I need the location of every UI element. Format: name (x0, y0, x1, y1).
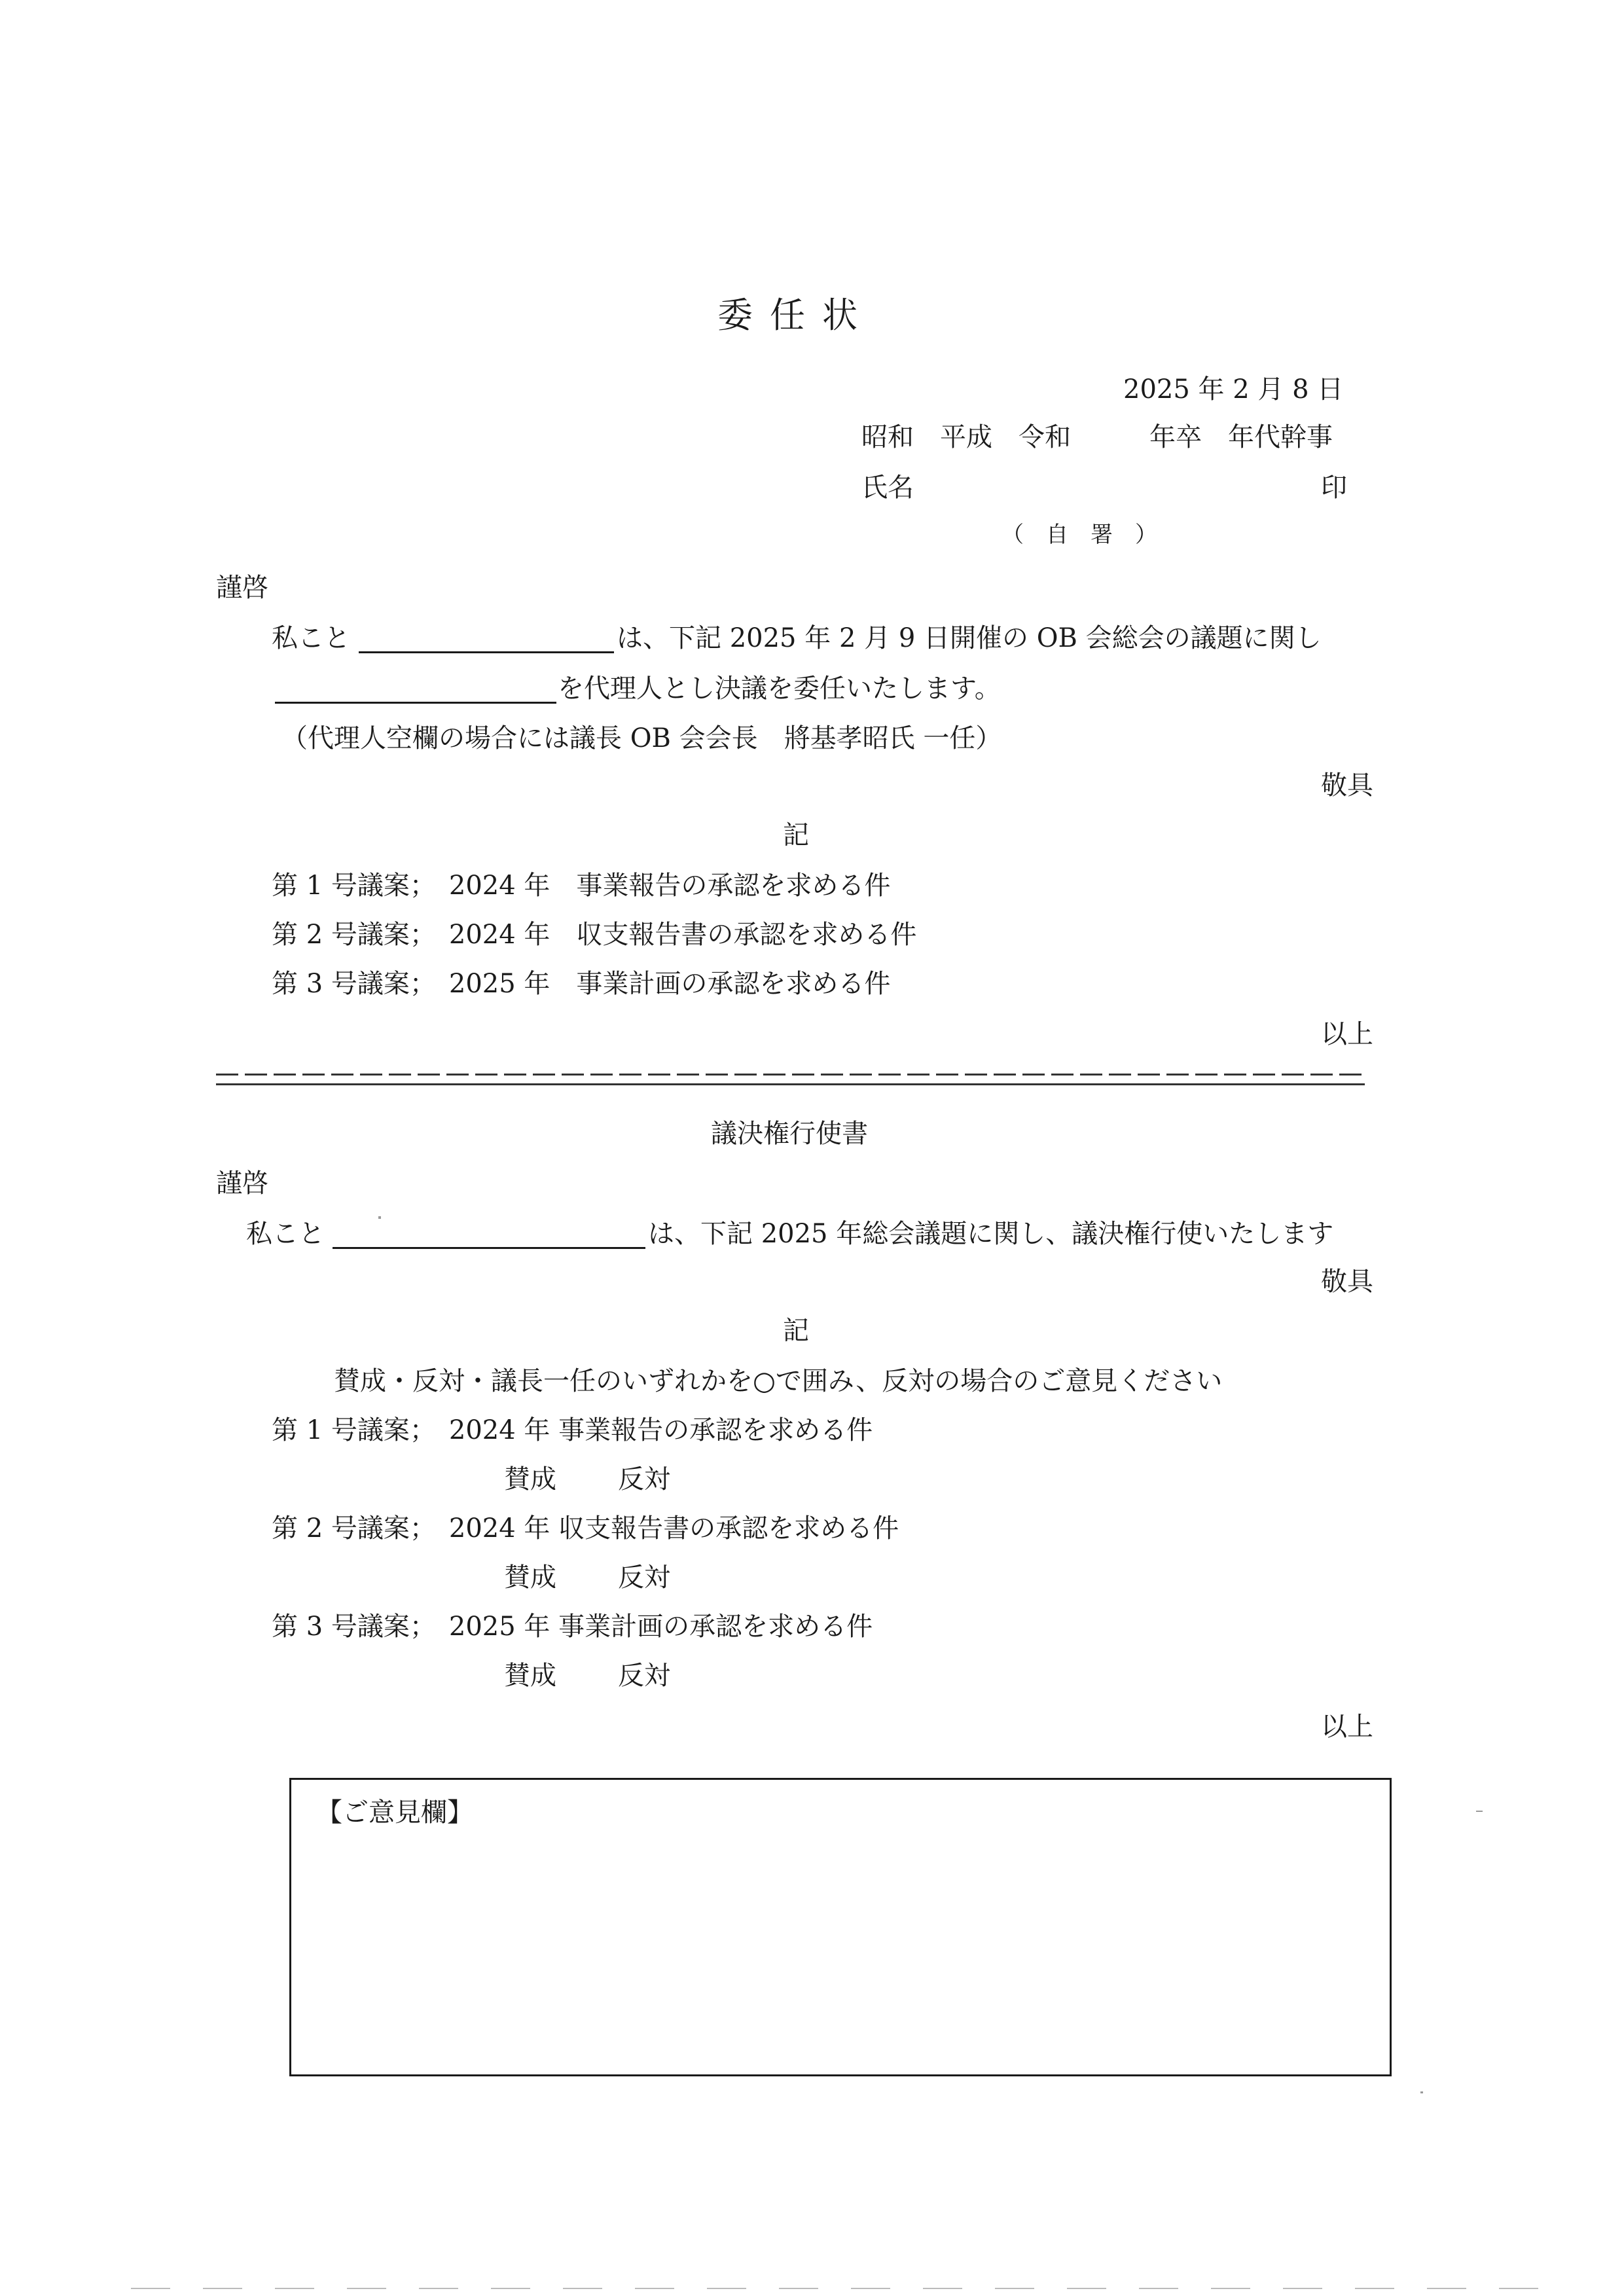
proxy-ki: 記 (783, 820, 809, 850)
proxy-proposal-1: 第 1 号議案； 2024 年 事業報告の承認を求める件 (272, 871, 891, 901)
proxy-line1-prefix: 私こと (272, 623, 350, 653)
voting-closing: 敬具 (1321, 1267, 1373, 1297)
proxy-proposal-2: 第 2 号議案； 2024 年 収支報告書の承認を求める件 (272, 920, 917, 950)
proxy-closing: 敬具 (1321, 770, 1373, 801)
grantor-name-field[interactable] (359, 651, 614, 653)
voting-proposal-2: 第 2 号議案； 2024 年 収支報告書の承認を求める件 (272, 1513, 899, 1544)
oppose-option-1[interactable]: 反対 (618, 1464, 670, 1494)
agree-option-1[interactable]: 賛成 (504, 1464, 556, 1494)
opinion-box[interactable] (289, 1778, 1392, 2076)
oppose-option-2[interactable]: 反対 (618, 1563, 670, 1593)
scan-edge-line (131, 2288, 1571, 2289)
voting-proposal-1: 第 1 号議案； 2024 年 事業報告の承認を求める件 (272, 1415, 873, 1445)
agree-option-3[interactable]: 賛成 (504, 1661, 556, 1691)
proxy-agent-field[interactable] (275, 702, 556, 704)
proxy-date: 2025 年 2 月 8 日 (1123, 374, 1344, 405)
agree-option-2[interactable]: 賛成 (504, 1563, 556, 1593)
scan-speck (378, 1216, 381, 1219)
signature-note: （ 自 署 ） (1001, 522, 1157, 548)
voting-proposal-3: 第 3 号議案； 2025 年 事業計画の承認を求める件 (272, 1612, 873, 1642)
scan-speck (1476, 1811, 1483, 1812)
oppose-option-3[interactable]: 反対 (618, 1661, 670, 1691)
section-divider (216, 1074, 1365, 1085)
voting-title: 議決権行使書 (711, 1119, 868, 1149)
seal-label: 印 (1321, 473, 1347, 503)
voting-instruction: 賛成・反対・議長一任のいずれかを○で囲み、反対の場合のご意見ください (334, 1366, 1223, 1396)
voting-end: 以上 (1321, 1712, 1373, 1742)
voter-name-field[interactable] (333, 1247, 645, 1249)
voting-greeting: 謹啓 (216, 1168, 268, 1199)
opinion-label: 【ご意見欄】 (316, 1798, 473, 1828)
proxy-line1-suffix: は、下記 2025 年 2 月 9 日開催の OB 会総会の議題に関し (617, 623, 1322, 653)
voting-line1-prefix: 私こと (246, 1219, 325, 1249)
proxy-title: 委任状 (717, 295, 875, 336)
name-label: 氏名 (861, 473, 914, 503)
voting-line1-suffix: は、下記 2025 年総会議題に関し、議決権行使いたします (648, 1219, 1334, 1249)
proxy-line2-suffix: を代理人とし決議を委任いたします。 (558, 674, 1001, 704)
proxy-end: 以上 (1321, 1019, 1373, 1049)
proxy-greeting: 謹啓 (216, 573, 268, 603)
proxy-proposal-3: 第 3 号議案； 2025 年 事業計画の承認を求める件 (272, 969, 891, 999)
voting-ki: 記 (783, 1316, 809, 1346)
proxy-note: （代理人空欄の場合には議長 OB 会会長 將基孝昭氏 一任） (281, 723, 1002, 753)
scan-speck (1420, 2091, 1423, 2093)
era-row: 昭和 平成 令和 年卒 年代幹事 (861, 422, 1333, 452)
